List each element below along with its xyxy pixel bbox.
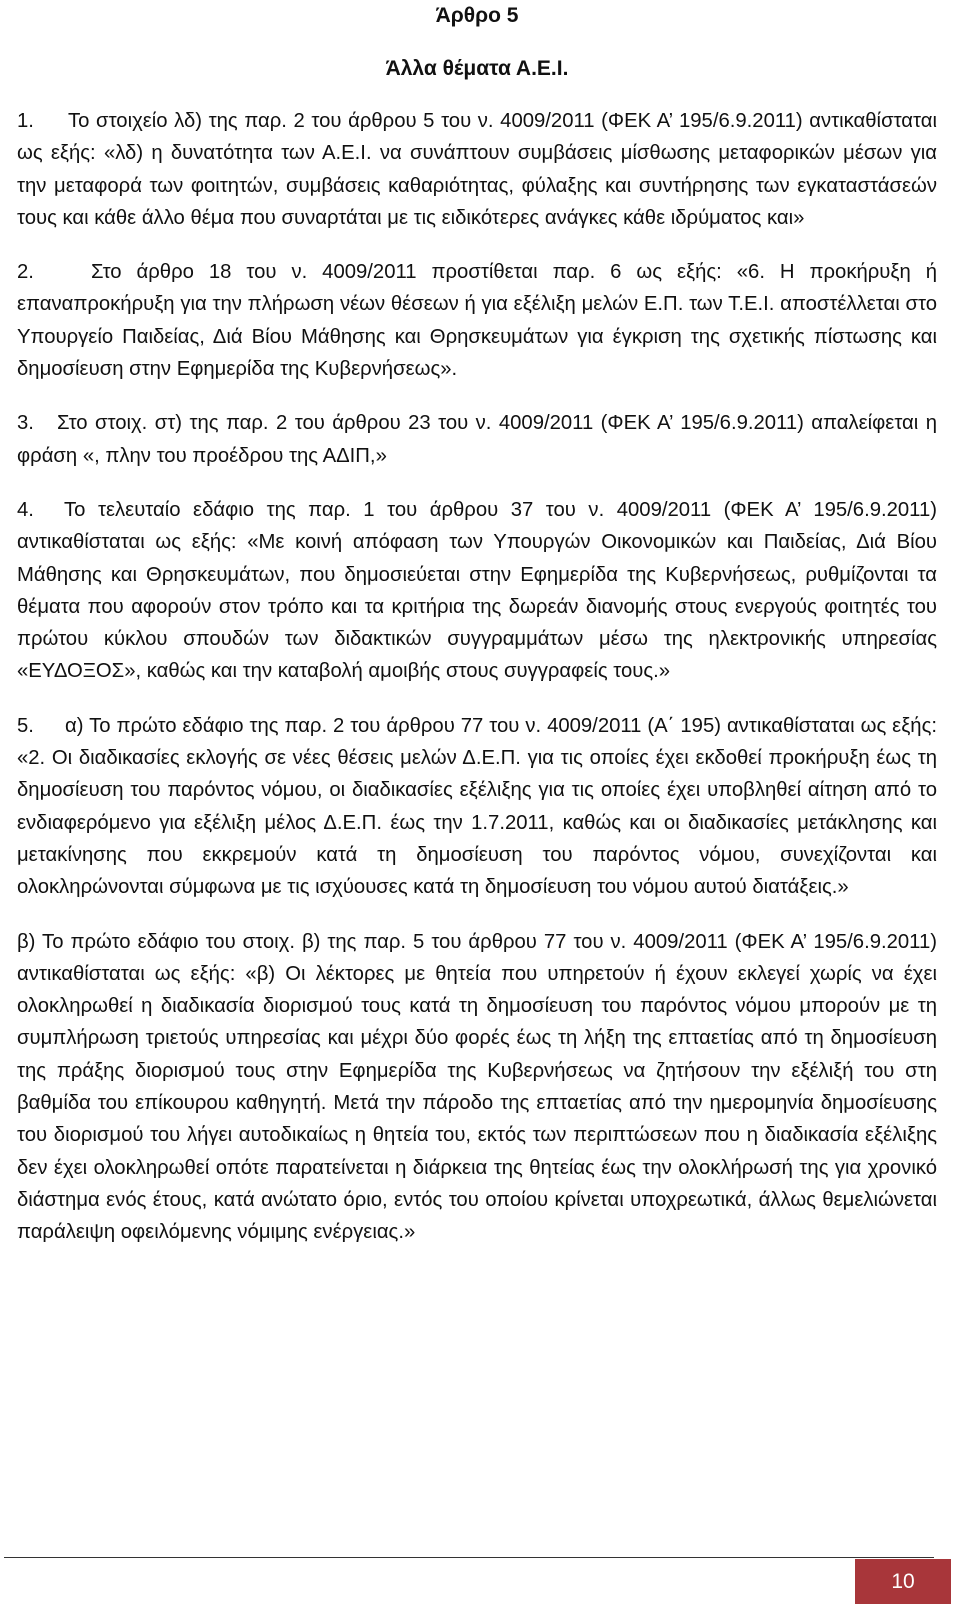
paragraph-5b bbox=[17, 926, 937, 1249]
article-heading: Άρθρο 5 bbox=[435, 4, 519, 27]
paragraph-number: 2. bbox=[17, 261, 34, 284]
footer-divider bbox=[4, 1557, 934, 1558]
paragraph-number: 3. bbox=[17, 412, 34, 435]
paragraph-text: α) Το πρώτο εδάφιο της παρ. 2 του άρθρου 77 του ν. 4009/2011 (Α΄ 195) αντικαθίσταται ως εξής: «2. Οι διαδικασίες εκλογής σε νέες θέσεις μελών Δ.Ε.Π. για τις οποίες έχει εκδοθεί προκήρυξη έως τη δημοσίευση του παρόντος νόμου, οι διαδικασίες εξέλιξης για τις οποίες έχει υποβληθεί αίτηση από το ενδιαφερόμενο για εξέλιξη μέλος Δ.Ε.Π. έως την 1.7.2011, καθώς και οι διαδικασίες μετάκλησης και μετακίνησης που εκκρεμούν κατά τη δημοσίευση του παρόντος νόμου, συνεχίζονται και ολοκληρώνονται σύμφωνα με τις ισχύουσες κατά τη δημοσίευση του νόμου αυτού διατάξεις.» bbox=[17, 714, 937, 899]
paragraph-text: Στο στοιχ. στ) της παρ. 2 του άρθρου 23 του ν. 4009/2011 (ΦΕΚ Α’ 195/6.9.2011) απαλείφεται η φράση «, πλην του προέδρου της ΑΔΙΠ,» bbox=[17, 412, 937, 467]
paragraph-5a bbox=[17, 710, 937, 904]
paragraph-4 bbox=[17, 494, 937, 688]
paragraph-1 bbox=[17, 105, 937, 234]
paragraph-text: β) Το πρώτο εδάφιο του στοιχ. β) της παρ. 5 του άρθρου 77 του ν. 4009/2011 (ΦΕΚ Α’ 195/6.9.2011) αντικαθίσταται ως εξής: «β) Οι λέκτορες με θητεία που υπηρετούν ή έχουν εκλεγεί χωρίς να έχει ολοκληρωθεί η διαδικασία διορισμού τους κατά τη δημοσίευση του παρόντος νόμου μπορούν με τη συμπλήρωση τριετούς υπηρεσίας και μέχρι δύο φορές έως τη λήξη της επταετίας από τη δημοσίευση της πράξης διορισμού τους στην Εφημερίδα της Κυβερνήσεως να ζητήσουν την εξέλιξή του στη βαθμίδα του επίκουρου καθηγητή. Μετά την πάροδο της επταετίας από την ημερομηνία δημοσίευσης του διορισμού του λήγει αυτοδικαίως η θητεία του, εκτός των περιπτώσεων που η διαδικασία εξέλιξης δεν έχει ολοκληρωθεί οπότε παρατείνεται η διάρκεια της θητείας έως την ολοκλήρωσή της για χρονικό διάστημα ενός έτους, κατά ανώτατο όριο, εντός του οποίου κρίνεται υποχρεωτικά, άλλως θεμελιώνεται παράλειψη οφειλόμενης νόμιμης ενέργειας.» bbox=[17, 930, 937, 1244]
paragraph-text: Το στοιχείο λδ) της παρ. 2 του άρθρου 5 του ν. 4009/2011 (ΦΕΚ Α’ 195/6.9.2011) αντικαθίσταται ως εξής: «λδ) η δυνατότητα των Α.Ε.Ι. να συνάπτουν συμβάσεις μίσθωσης μεταφορικών μέσων για την μεταφορά των φοιτητών, συμβάσεις καθαριότητας, φύλαξης και συντήρησης των εγκαταστάσεών τους και κάθε άλλο θέμα που συναρτάται με τις ειδικότερες ανάγκες κάθε ιδρύματος και» bbox=[17, 110, 937, 229]
paragraph-2 bbox=[17, 256, 937, 385]
paragraph-number: 5. bbox=[17, 714, 34, 737]
paragraph-text: Το τελευταίο εδάφιο της παρ. 1 του άρθρου 37 του ν. 4009/2011 (ΦΕΚ Α’ 195/6.9.2011) αντικαθίσταται ως εξής: «Με κοινή απόφαση των Υπουργών Οικονομικών και Παιδείας, Διά Βίου Μάθησης και Θρησκευμάτων, που δημοσιεύεται στην Εφημερίδα της Κυβερνήσεως, ρυθμίζονται τα θέματα που αφορούν στον τρόπο και τα κριτήρια της δωρεάν διανομής στους ενεργούς φοιτητές του πρώτου κύκλου σπουδών των διδακτικών συγγραμμάτων μέσω της ηλεκτρονικής υπηρεσίας «ΕΥΔΟΞΟΣ», καθώς και την καταβολή αμοιβής στους συγγραφείς τους.» bbox=[17, 498, 937, 683]
paragraph-number: 1. bbox=[17, 110, 34, 132]
paragraph-number: 4. bbox=[17, 498, 34, 521]
article-title: Άλλα θέματα Α.Ε.Ι. bbox=[385, 57, 569, 80]
paragraph-text: Στο άρθρο 18 του ν. 4009/2011 προστίθεται παρ. 6 ως εξής: «6. Η προκήρυξη ή επαναπροκήρυξη για την πλήρωση νέων θέσεων ή για εξέλιξη μελών Ε.Π. των Τ.Ε.Ι. αποστέλλεται στο Υπουργείο Παιδείας, Διά Βίου Μάθησης και Θρησκευμάτων για έγκριση της σχετικής πίστωσης και δημοσίευση στην Εφημερίδα της Κυβερνήσεως». bbox=[17, 261, 937, 381]
paragraph-3 bbox=[17, 407, 937, 472]
page-number-badge: 10 bbox=[855, 1559, 951, 1604]
document-page bbox=[17, 0, 937, 1271]
